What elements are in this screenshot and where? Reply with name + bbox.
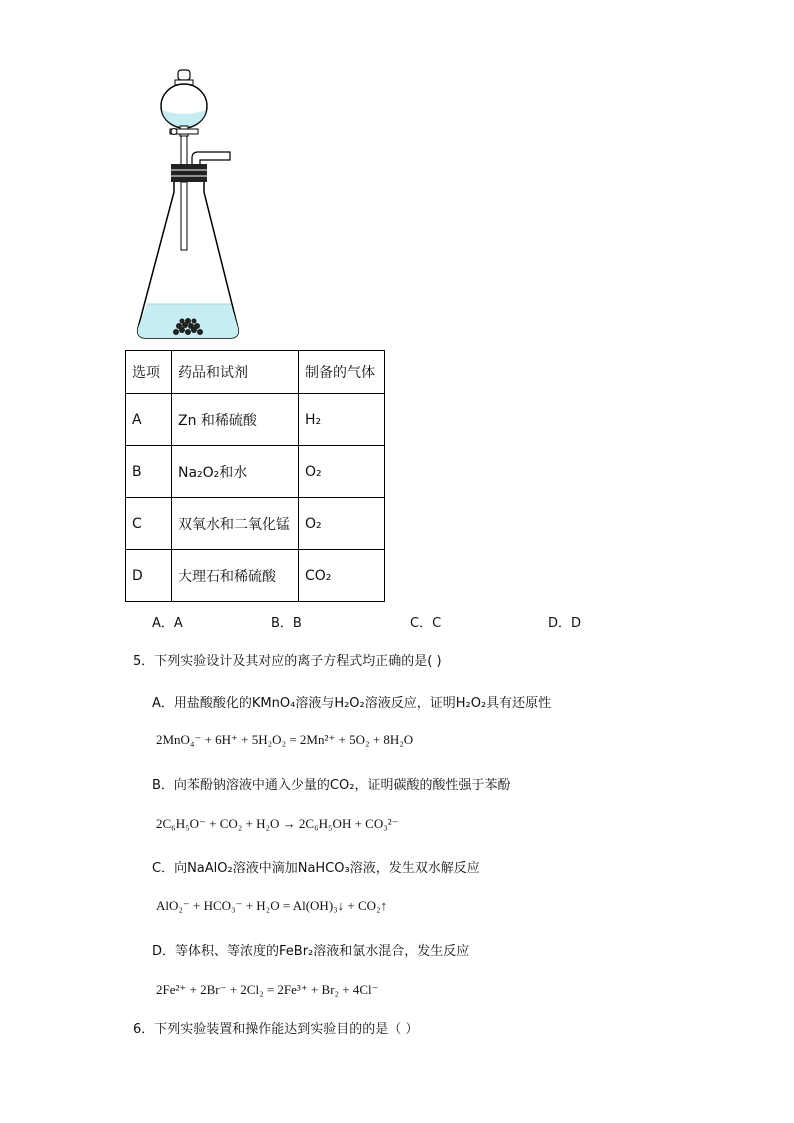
q4-choice-b: B．B	[271, 616, 302, 631]
reagent-options-table	[125, 350, 385, 602]
table-cell-reagent: 双氧水和二氧化锰	[172, 498, 299, 550]
gas-generator-apparatus-diagram	[130, 66, 250, 346]
table-cell-gas: O₂	[299, 446, 385, 498]
table-header-row	[126, 351, 385, 394]
table-cell-gas: H₂	[299, 394, 385, 446]
q4-choice-a: A．A	[152, 616, 183, 631]
table-cell-option: B	[126, 446, 172, 498]
table-row	[126, 550, 385, 602]
q5-equation-a: 2MnO₄⁻ + 6H⁺ + 5H₂O₂ = 2Mn²⁺ + 5O₂ + 8H₂O	[156, 732, 414, 747]
table-row	[126, 446, 385, 498]
table-header-cell: 制备的气体	[299, 351, 385, 394]
table-cell-option: A	[126, 394, 172, 446]
q5-option-c: C．向NaAlO₂溶液中滴加NaHCO₃溶液，发生双水解反应	[152, 861, 480, 876]
table-cell-option: D	[126, 550, 172, 602]
q5-equation-d: 2Fe²⁺ + 2Br⁻ + 2Cl₂ = 2Fe³⁺ + Br₂ + 4Cl⁻	[156, 982, 379, 997]
q5-equation-b: 2C₆H₅O⁻ + CO₂ + H₂O → 2C₆H₅OH + CO₃²⁻	[156, 816, 399, 831]
table-header-cell: 选项	[126, 351, 172, 394]
table-cell-gas: CO₂	[299, 550, 385, 602]
q5-option-a: A．用盐酸酸化的KMnO₄溶液与H₂O₂溶液反应，证明H₂O₂具有还原性	[152, 696, 552, 711]
q5-option-d: D．等体积、等浓度的FeBr₂溶液和氯水混合，发生反应	[152, 944, 470, 959]
table-header-cell: 药品和试剂	[172, 351, 299, 394]
table-cell-reagent: Zn 和稀硫酸	[172, 394, 299, 446]
q5-equation-c: AlO₂⁻ + HCO₃⁻ + H₂O = Al(OH)₃↓ + CO₂↑	[156, 898, 388, 913]
table-cell-option: C	[126, 498, 172, 550]
q6-stem: 6．下列实验装置和操作能达到实验目的的是（ ）	[133, 1022, 419, 1037]
q4-choice-c: C．C	[410, 616, 442, 631]
table-cell-reagent: 大理石和稀硫酸	[172, 550, 299, 602]
table-cell-gas: O₂	[299, 498, 385, 550]
q5-stem: 5．下列实验设计及其对应的离子方程式均正确的是( )	[133, 654, 442, 669]
table-row	[126, 498, 385, 550]
q5-option-b: B．向苯酚钠溶液中通入少量的CO₂，证明碳酸的酸性强于苯酚	[152, 778, 511, 793]
q4-choice-d: D．D	[548, 616, 582, 631]
table-row	[126, 394, 385, 446]
table-cell-reagent: Na₂O₂和水	[172, 446, 299, 498]
